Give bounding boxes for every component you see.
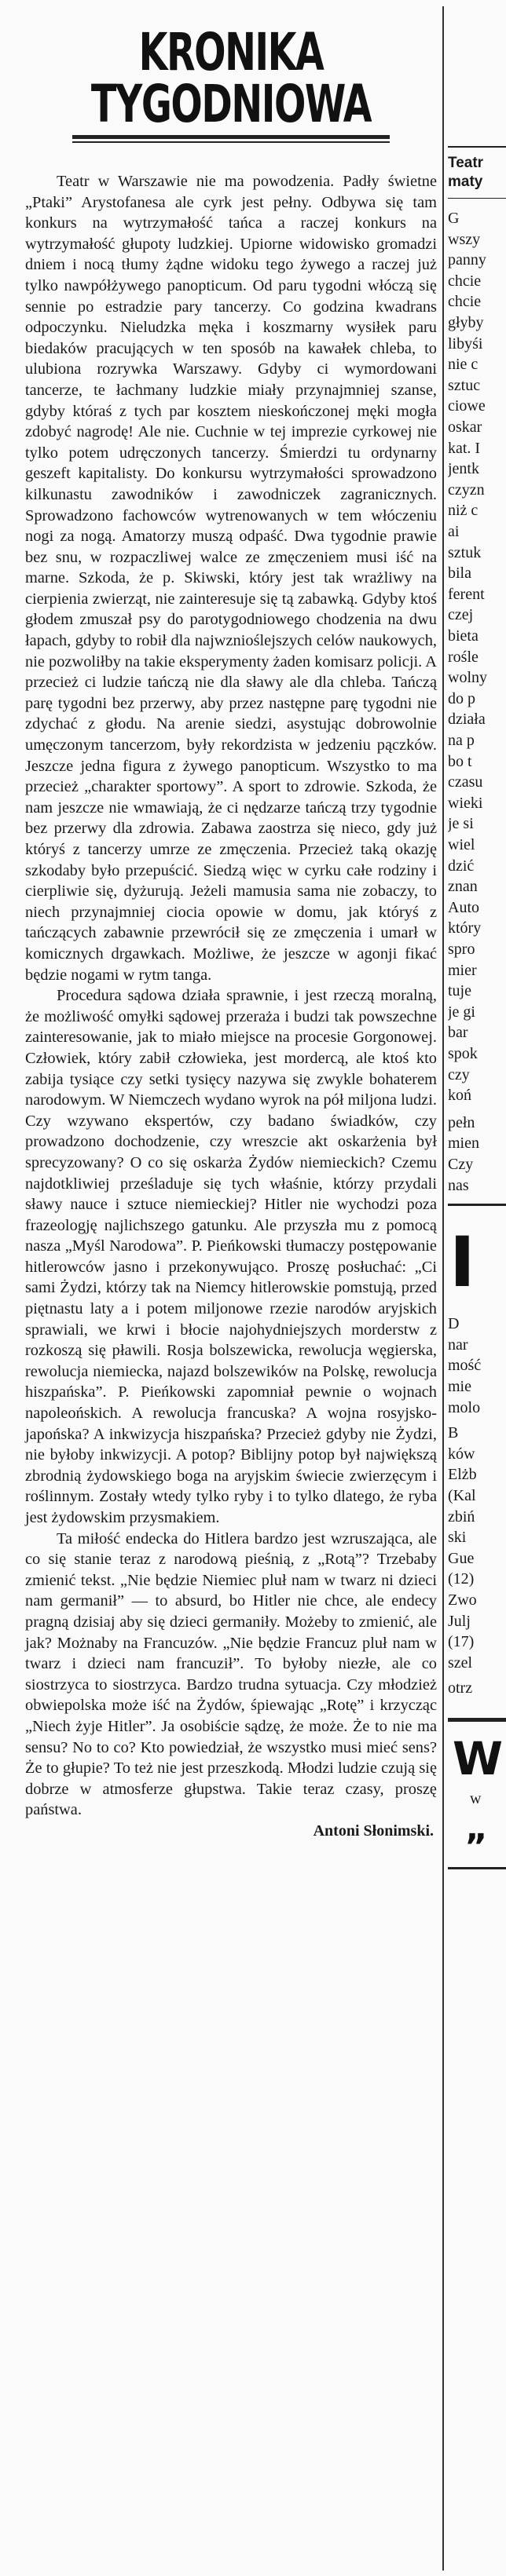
side-text-line: ai [448,523,460,540]
side-text-line: panny [448,251,486,269]
side-text-line: szel [448,1653,473,1672]
side-text-line: molo [448,1398,481,1416]
masthead-title: KRONIKA TYGODNIOWA [90,22,372,134]
side-text-line: spok [448,1045,478,1062]
side-text-line: Zwo [448,1591,477,1609]
side-box-rule-top [448,1718,506,1722]
side-text-line: koń [448,1087,471,1105]
side-top-rule [448,146,506,148]
side-text-line: czy [448,1065,470,1083]
side-box-letter-w: W [453,1732,503,1785]
article-paragraph-1: Teatr w Warszawie nie ma powodzenia. Padły świetne „Ptaki” Arystofanesa ale cyrk jest pełny. Odbywa się tam konkurs na wytrzymałość tańca a raczej konkurs na wytrzymałość głupoty ludzkiej. Upiorne widowisko gromadzi dniem i nocą tłumy żądne widoku tego żywego a raczej już tylko nawpółżywego panopticum. Od paru tygodni włóczą się sennie po estradzie pary tancerzy. Co godzina kwadrans odpoczynku. Nieludzka męka i koszmarny wysiłek paru biedaków pracujących w ten sposób na kawałek chleba, to ulubiona rozrywka Warszawy. Gdyby ci wymordowani tancerze, te łachmany ludzkie miały przynajmniej szanse, gdyby któraś z tych par kosztem nieskończonej męki mogła zdobyć nagrodę! Ale nie. Cuchnie w tej imprezie cyrkowej nie tylko potem udręczonych tancerzy. Śmierdzi tu ordynarny geszeft kapitalisty. Do konkursu wytrzymałości sprowadzono kilkunastu zawodników i zawodniczek zagranicznych. Sprowadzono fachowców wytrenowanych w tem włóczeniu nogi za nogą. Amatorzy muszą odpaść. Dwa tygodnie prawie bez snu, w rozpaczliwej walce ze zmęczeniem musi iść na marne. Szkoda, że p. Skiwski, który jest tak wrażliwy na cierpienia zwierząt, nie zainteresuje się tą zabawką. Gdyby ktoś głodem zmuszał psy do parotygodniowego chodzenia na dwu łapach, gdyby to robił dla najwznioślejszych celów naukowych, nie pozwoliłby na takie eksperymenty żaden komisarz policji. A przecież ci ludzie tańczą nie dla sławy ale dla chleba. Tańczą parę tygodni bez przerwy, aby przez następne parę tygodni nie zdychać z głodu. Na arenie siedzi, asystując dobrowolnie umęczonym tancerzom, były rekordzista w jedzeniu pączków. Jeszcze jedna figura z żywego panopticum. Wszystko to ma przecież „charakter sportowy”. A sport to zdrowie. Szkoda, że nam jeszcze nie wmawiają, że ci nędzarze tańczą trzy tygodnie bez przerwy dla zdrowia. Zabawa zaostrza się nieco, gdy już któryś z tancerzy umrze ze zmęczenia. Przecież taką okazję szkodaby było przepuścić. Siedzą więc w cyrku całe rodziny i cierpliwie się, dyżurują. Jeżeli mamusia sama nie zobaczy, to niech przynajmniej ciocia opowie w domu, jak któryś z tańczących zabawnie przewrócił się ze zmęczenia i umarł w komicznych drgawkach. Możliwe, że jeszcze w agonji fikać będzie nogami w rytm tanga. [25,173,437,984]
side-text-line: wszy [448,230,481,248]
article-body [25,171,437,1842]
side-text-line: (17) [448,1633,475,1651]
side-text-line: do p [448,689,475,707]
side-text-line: kat. I [448,439,481,457]
side-text-line: działa [448,711,486,729]
side-text-line: (Kal [448,1487,476,1504]
side-text-line: ków [448,1445,475,1463]
side-text-line: D [448,1315,460,1333]
side-text-line: (12) [448,1570,475,1588]
side-text-line: Czy [448,1156,474,1173]
article-paragraph-2: Procedura sądowa działa sprawnie, i jest rzeczą moralną, że możliwość omyłki sądowej przeraża i budzi tak powszechne zainteresowanie, jak to miało miejsce na procesie Gorgonowej. Człowiek, który zabił człowieka, jest mordercą, ale ktoś kto zabija tysiące czy setki tysięcy nazywa się zwykle bohaterem narodowym. W Niemczech wydano wyrok na pół miljona ludzi. Czy wzywano ekspertów, czy badano świadków, czy prowadzono dochodzenie, czy wreszcie akt oskarżenia był sprecyzowany? O co się oskarża Żydów niemieckich? Czemu najdotkliwiej prześladuje się tych właśnie, którzy przydali sławy nauce i sztuce niemieckiej? Hitler nie wychodzi poza frazeologję najlichszego gatunku. Ale przyszła mu z pomocą nasza „Myśl Narodowa”. P. Pieńkowski tłumaczy postępowanie hitlerowców jasno i przekonywująco. Proszę posłuchać: „Ci sami Żydzi, którzy tak na Niemcy hitlerowskie pomstują, przed piętnastu laty a i potem miljonowe rzezie narodów aryjskich sprawiali, we krwi i błocie najohydniejszych morderstw z rozkoszą się pławili. Rosja bolszewicka, rewolucja węgierska, rewolucja niemiecka, najazd bolszewików na Polskę, rewolucja hiszpańska”. P. Pieńkowski zapomniał pewnie o wojnach napoleońskich. A rewolucja francuska? A wojna rosyjsko-japońska? A inkwizycja hiszpańska? Przecież gdyby nie Żydzi, nie byłoby inkwizycji. A potop? Biblijny potop był największą zbrodnią żydowskiego boga na aryjskim świecie zwierzęcym i roślinnym. Zostały wtedy tylko ryby i to tylko dlatego, że ryba jest żydowskim przysmakiem. [25,987,437,1526]
side-text-line: wiel [448,836,475,853]
side-heading-line-1: Teatr [448,155,484,171]
author-signature: Antoni Słonimski. [313,1821,434,1840]
side-text-line: chcie [448,293,482,311]
side-text-line: czasu [448,773,483,791]
side-text-line: sztuk [448,543,482,561]
masthead-rule-thin [72,141,390,143]
side-text-line: sztuc [448,376,481,394]
side-text-line: ferent [448,585,485,603]
side-text-line: znan [448,878,478,896]
side-text-line: nas [448,1176,469,1194]
side-box-small-w: w [470,1790,482,1807]
side-text-line: G [448,210,460,227]
side-text-line: wolny [448,669,487,687]
side-text-line: Julj [448,1612,471,1630]
side-text-line: B [448,1424,459,1442]
side-text-line: który [448,919,482,937]
side-text-line: je gi [448,1003,475,1021]
side-text-line: rośle [448,648,478,666]
side-heading [448,154,483,192]
side-text-line: tuje [448,982,471,1000]
side-text-line: czyzn [448,480,485,499]
side-text-line: bila [448,565,471,583]
side-text-line: chcie [448,272,482,290]
side-text-line: otrz [448,1679,473,1697]
side-text-line: bo t [448,752,472,770]
side-text-line: je si [448,815,474,833]
side-text-line: głyby [448,314,484,331]
article-paragraph-3: Ta miłość endecka do Hitlera bardzo jest wzruszająca, ale co się stanie teraz z narodową pieśnią, z „Rotą”? Trzebaby zmienić tekst. „Nie będzie Niemiec pluł nam w twarz ni dzieci nam germanił” — to absurd, bo Hitler nie chce, ale endecy pragną dzisiaj aby się dzieci germaniły. Możeby to zmienić, ale jak? Możnaby na Francuzów. „Nie będzie Francuz pluł nam w twarz i dzieci nam francuził”. To byłoby niezłe, ale co siostrzyca to siostrzyca. Bardzo trudna sytuacja. Czy młodzież obwiepolska może iść na Żydów, śpiewając „Rotę” i krzycząc „Niech żyje Hitler”. Ja osobiście sądzę, że może. Że to nie ma sensu? No to co? Kto powiedział, że wszystko musi mieć sens? Że to głupie? To też nie jest przeszkodą. Młodzi ludzie czują się dobrze w atmosferze głupstwa. Takie teraz czasy, proszę państwa. [25,1529,437,1819]
side-text-line: Elżb [448,1466,477,1484]
side-text-line: mość [448,1357,482,1375]
side-text-line: mien [448,1135,479,1153]
side-text-line: libyśi [448,334,483,353]
side-text-line: zbiń [448,1507,475,1526]
side-text-line: Auto [448,898,479,916]
side-text-line: pełn [448,1113,475,1131]
side-text-line: czej [448,606,474,624]
side-text-line: na p [448,732,475,749]
side-text-line: jentk [448,460,479,478]
side-box-quote-mark: „ [465,1808,488,1848]
main-column [25,9,437,1842]
side-text-line: bieta [448,627,478,645]
side-text-line: Gue [448,1549,475,1567]
side-text-line: ski [448,1529,467,1547]
side-text-line: nar [448,1336,468,1354]
side-text-line: ciowe [448,397,486,415]
side-box-rule-bottom [448,1867,506,1869]
side-heading-line-2: maty [448,174,483,190]
side-initial-letter: I [449,1222,475,1303]
side-column-clipped [448,0,506,2576]
side-text-line: mie [448,1378,471,1395]
side-text-line: nie c [448,356,478,374]
side-heading-rule [448,198,506,199]
side-text-line: mier [448,961,477,979]
column-divider [442,6,444,2571]
side-text-line: bar [448,1024,468,1042]
side-text-line: oskar [448,418,482,436]
side-text-line: dzić [448,857,475,875]
masthead-rule [72,135,390,139]
side-section-rule [448,1204,506,1206]
side-text-line: niż c [448,502,478,520]
side-text-line: wieki [448,794,483,812]
side-text-line: spro [448,941,475,958]
